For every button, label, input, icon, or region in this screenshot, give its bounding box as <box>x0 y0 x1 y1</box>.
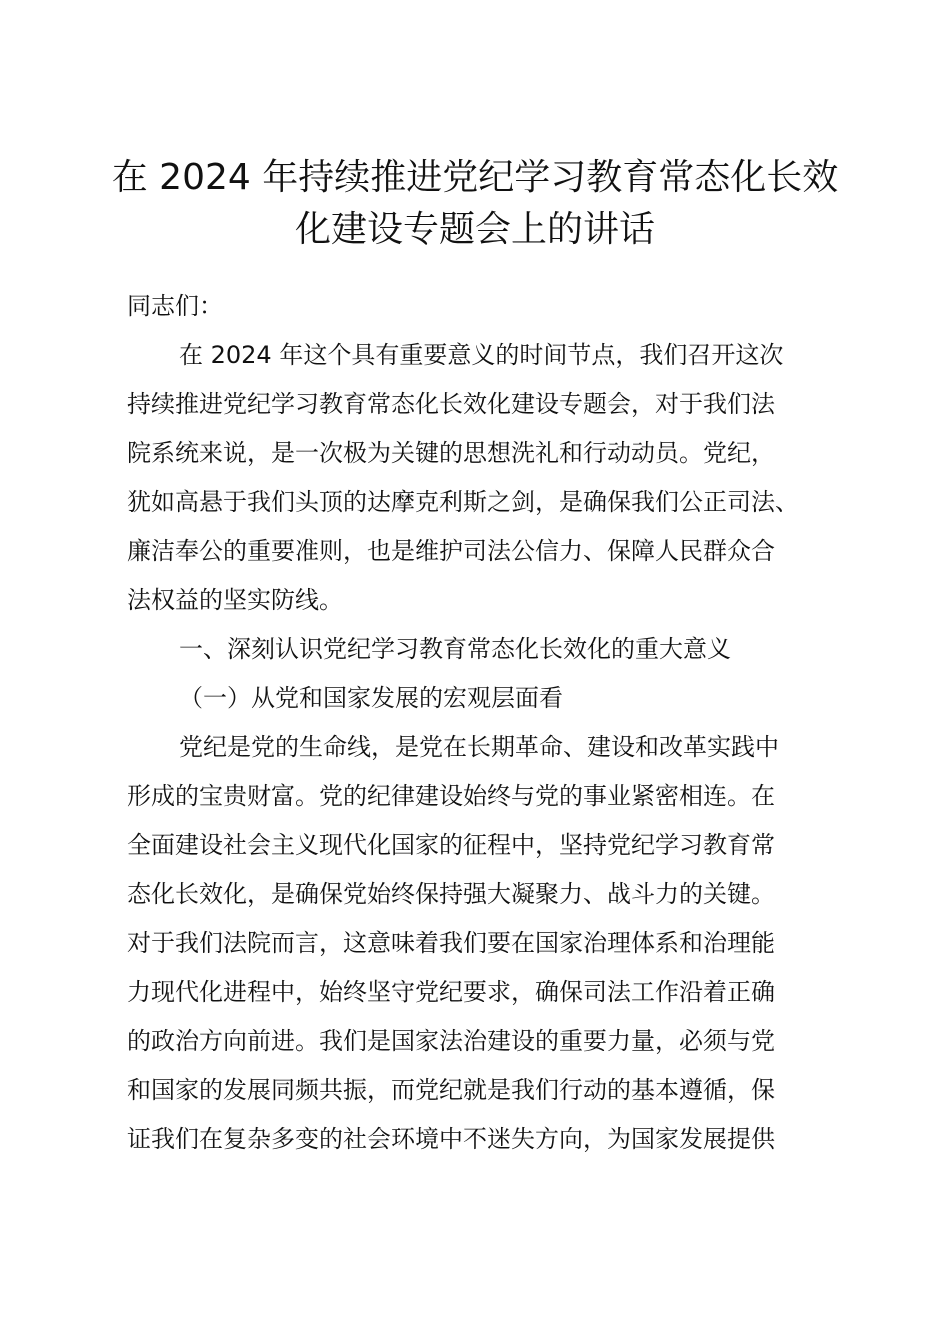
paragraph-line: 力现代化进程中，始终坚守党纪要求，确保司法工作沿着正确 <box>127 978 775 1006</box>
paragraph-line: 证我们在复杂多变的社会环境中不迷失方向，为国家发展提供 <box>127 1125 775 1153</box>
document-title <box>90 152 860 256</box>
paragraph-line: 犹如高悬于我们头顶的达摩克利斯之剑，是确保我们公正司法、 <box>127 488 799 516</box>
salutation: 同志们： <box>127 292 223 320</box>
paragraph-line: 全面建设社会主义现代化国家的征程中，坚持党纪学习教育常 <box>127 831 775 859</box>
paragraph-line: 在 2024 年这个具有重要意义的时间节点，我们召开这次 <box>179 341 784 369</box>
paragraph-line: 廉洁奉公的重要准则，也是维护司法公信力、保障人民群众合 <box>127 537 775 565</box>
paragraph-line: 法权益的坚实防线。 <box>127 586 343 614</box>
section-heading: 一、深刻认识党纪学习教育常态化长效化的重大意义 <box>179 635 731 663</box>
paragraph-line: 态化长效化，是确保党始终保持强大凝聚力、战斗力的关键。 <box>127 880 775 908</box>
title-line-2: 化建设专题会上的讲话 <box>294 209 655 250</box>
paragraph-line: 和国家的发展同频共振，而党纪就是我们行动的基本遵循，保 <box>127 1076 775 1104</box>
title-line-1: 在 2024 年持续推进党纪学习教育常态化长效 <box>111 157 839 198</box>
paragraph-line: 的政治方向前进。我们是国家法治建设的重要力量，必须与党 <box>127 1027 775 1055</box>
paragraph-line: 院系统来说，是一次极为关键的思想洗礼和行动动员。党纪， <box>127 439 775 467</box>
paragraph-line: 对于我们法院而言，这意味着我们要在国家治理体系和治理能 <box>127 929 775 957</box>
subsection-heading: （一）从党和国家发展的宏观层面看 <box>179 684 563 712</box>
paragraph-line: 党纪是党的生命线，是党在长期革命、建设和改革实践中 <box>179 733 779 761</box>
paragraph-line: 持续推进党纪学习教育常态化长效化建设专题会，对于我们法 <box>127 390 775 418</box>
document-body <box>127 282 837 1164</box>
paragraph-line: 形成的宝贵财富。党的纪律建设始终与党的事业紧密相连。在 <box>127 782 775 810</box>
